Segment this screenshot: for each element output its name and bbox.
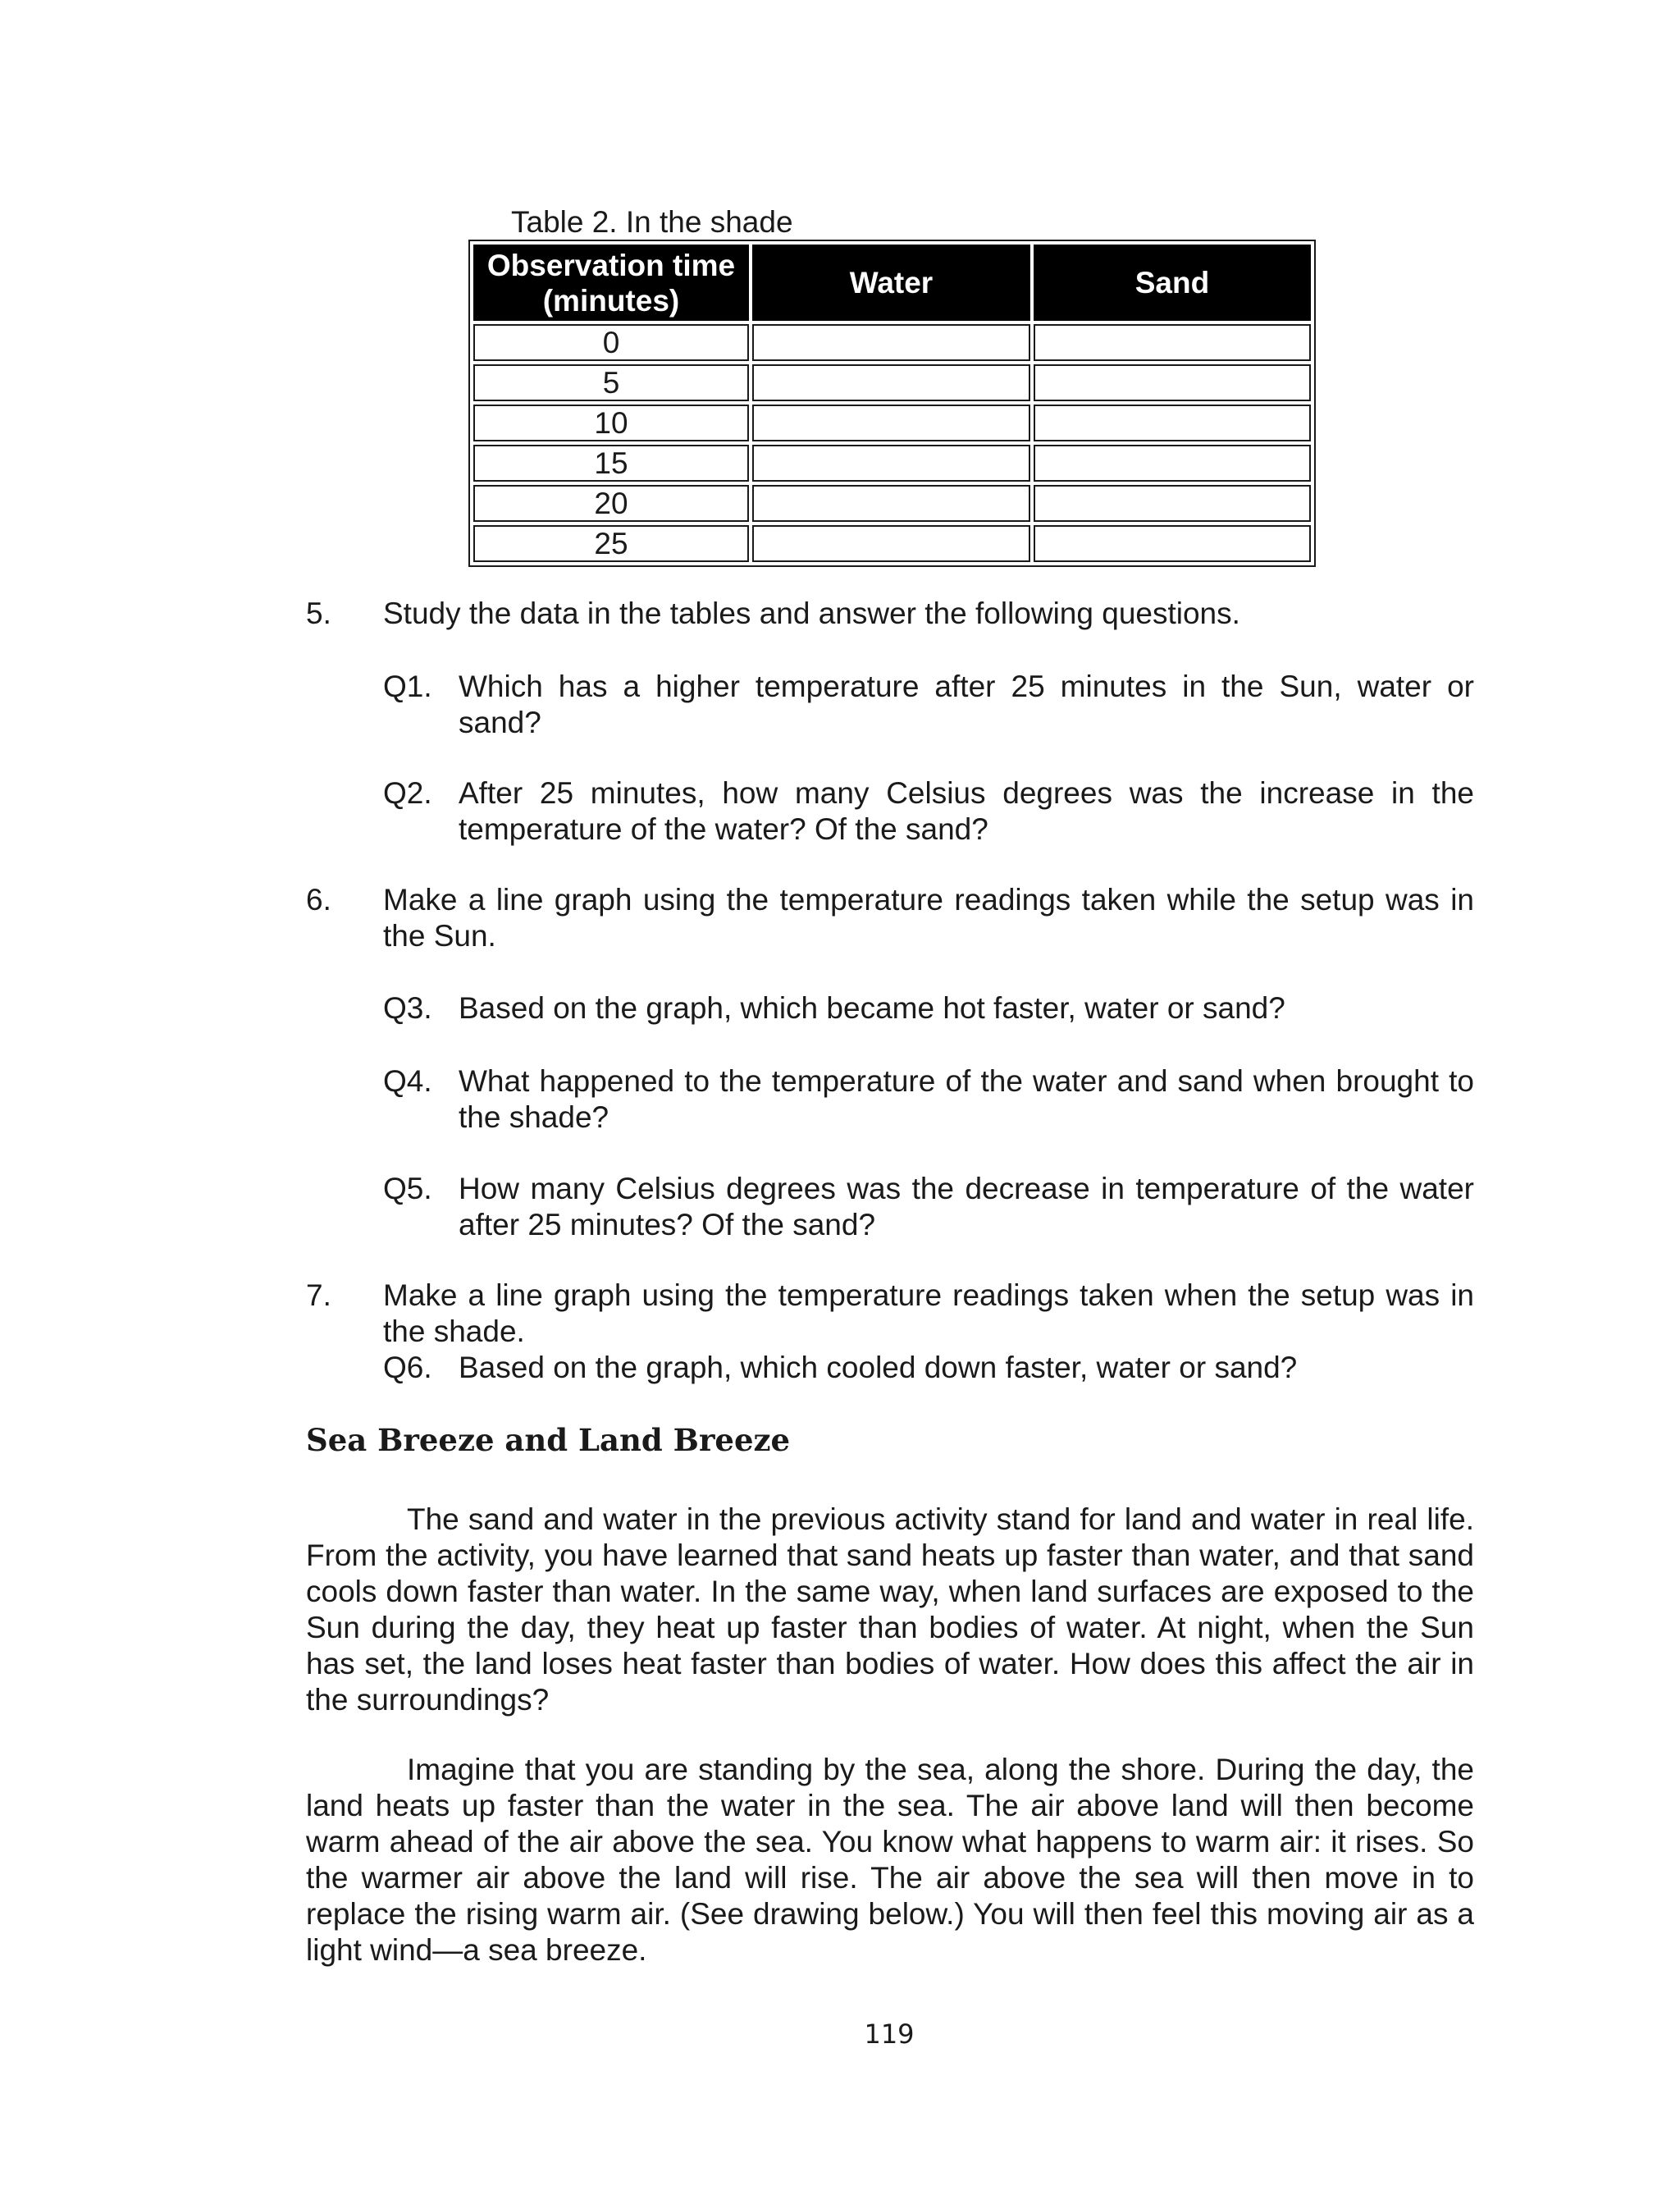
question-text: What happened to the temperature of the water and sand when brought to the shade? <box>459 1064 1474 1134</box>
question-text: After 25 minutes, how many Celsius degrees was the increase in the temperature of the water? Of the sand? <box>459 776 1474 846</box>
body-paragraph: The sand and water in the previous activity stand for land and water in real life. From the activity, you have learned that sand heats up faster than water, and that sand cools down faster than water. In the same way, when land surfaces are exposed to the Sun during the day, they heat up faster than bodies of water. At night, when the Sun has set, the land loses heat faster than bodies of water. How does this affect the air in the surroundings? <box>306 1502 1474 1717</box>
question-label: Q2. <box>383 776 432 810</box>
step-text: Study the data in the tables and answer the following questions. <box>383 597 1240 630</box>
table-row <box>473 405 1311 441</box>
cell-water <box>752 485 1030 522</box>
cell-water <box>752 525 1030 562</box>
observation-table <box>468 240 1316 567</box>
header-observation-time: Observation time (minutes) <box>473 245 749 321</box>
cell-sand <box>1034 485 1311 522</box>
question-text: Based on the graph, which cooled down faster, water or sand? <box>459 1351 1298 1384</box>
question-text: Which has a higher temperature after 25 minutes in the Sun, water or sand? <box>459 670 1474 739</box>
header-sand: Sand <box>1034 245 1311 321</box>
cell-sand <box>1034 324 1311 361</box>
cell-sand <box>1034 405 1311 441</box>
page-number: 119 <box>864 2019 915 2050</box>
table-row <box>473 445 1311 482</box>
cell-water <box>752 364 1030 401</box>
question-label: Q1. <box>383 670 432 703</box>
step-number: 5. <box>306 597 331 630</box>
step-number: 7. <box>306 1278 331 1312</box>
cell-water <box>752 405 1030 441</box>
table-row <box>473 525 1311 562</box>
step-text: Make a line graph using the temperature readings taken when the setup was in the shade. <box>383 1278 1474 1348</box>
cell-time: 15 <box>473 445 749 482</box>
cell-sand <box>1034 525 1311 562</box>
table-row <box>473 485 1311 522</box>
cell-water <box>752 445 1030 482</box>
cell-time: 5 <box>473 364 749 401</box>
table-row <box>473 324 1311 361</box>
question-label: Q3. <box>383 991 432 1025</box>
table-header-row <box>473 245 1311 321</box>
table-caption: Table 2. In the shade <box>511 205 793 239</box>
question-label: Q6. <box>383 1351 432 1384</box>
cell-sand <box>1034 445 1311 482</box>
section-heading: Sea Breeze and Land Breeze <box>306 1422 791 1458</box>
question-label: Q5. <box>383 1172 432 1205</box>
question-text: Based on the graph, which became hot faster, water or sand? <box>459 991 1285 1025</box>
table-row <box>473 364 1311 401</box>
cell-time: 25 <box>473 525 749 562</box>
cell-time: 0 <box>473 324 749 361</box>
cell-sand <box>1034 364 1311 401</box>
step-number: 6. <box>306 883 331 917</box>
cell-water <box>752 324 1030 361</box>
question-label: Q4. <box>383 1064 432 1098</box>
cell-time: 20 <box>473 485 749 522</box>
header-water: Water <box>752 245 1030 321</box>
step-text: Make a line graph using the temperature readings taken while the setup was in the Sun. <box>383 883 1474 953</box>
body-paragraph: Imagine that you are standing by the sea, along the shore. During the day, the land heats up faster than the water in the sea. The air above land will then become warm ahead of the air above the sea. You know what happens to warm air: it rises. So the warmer air above the land will rise. The air above the sea will then move in to replace the rising warm air. (See drawing below.) You will then feel this moving air as a light wind—a sea breeze. <box>306 1753 1474 1967</box>
cell-time: 10 <box>473 405 749 441</box>
question-text: How many Celsius degrees was the decrease in temperature of the water after 25 minutes? Of the sand? <box>459 1172 1474 1241</box>
